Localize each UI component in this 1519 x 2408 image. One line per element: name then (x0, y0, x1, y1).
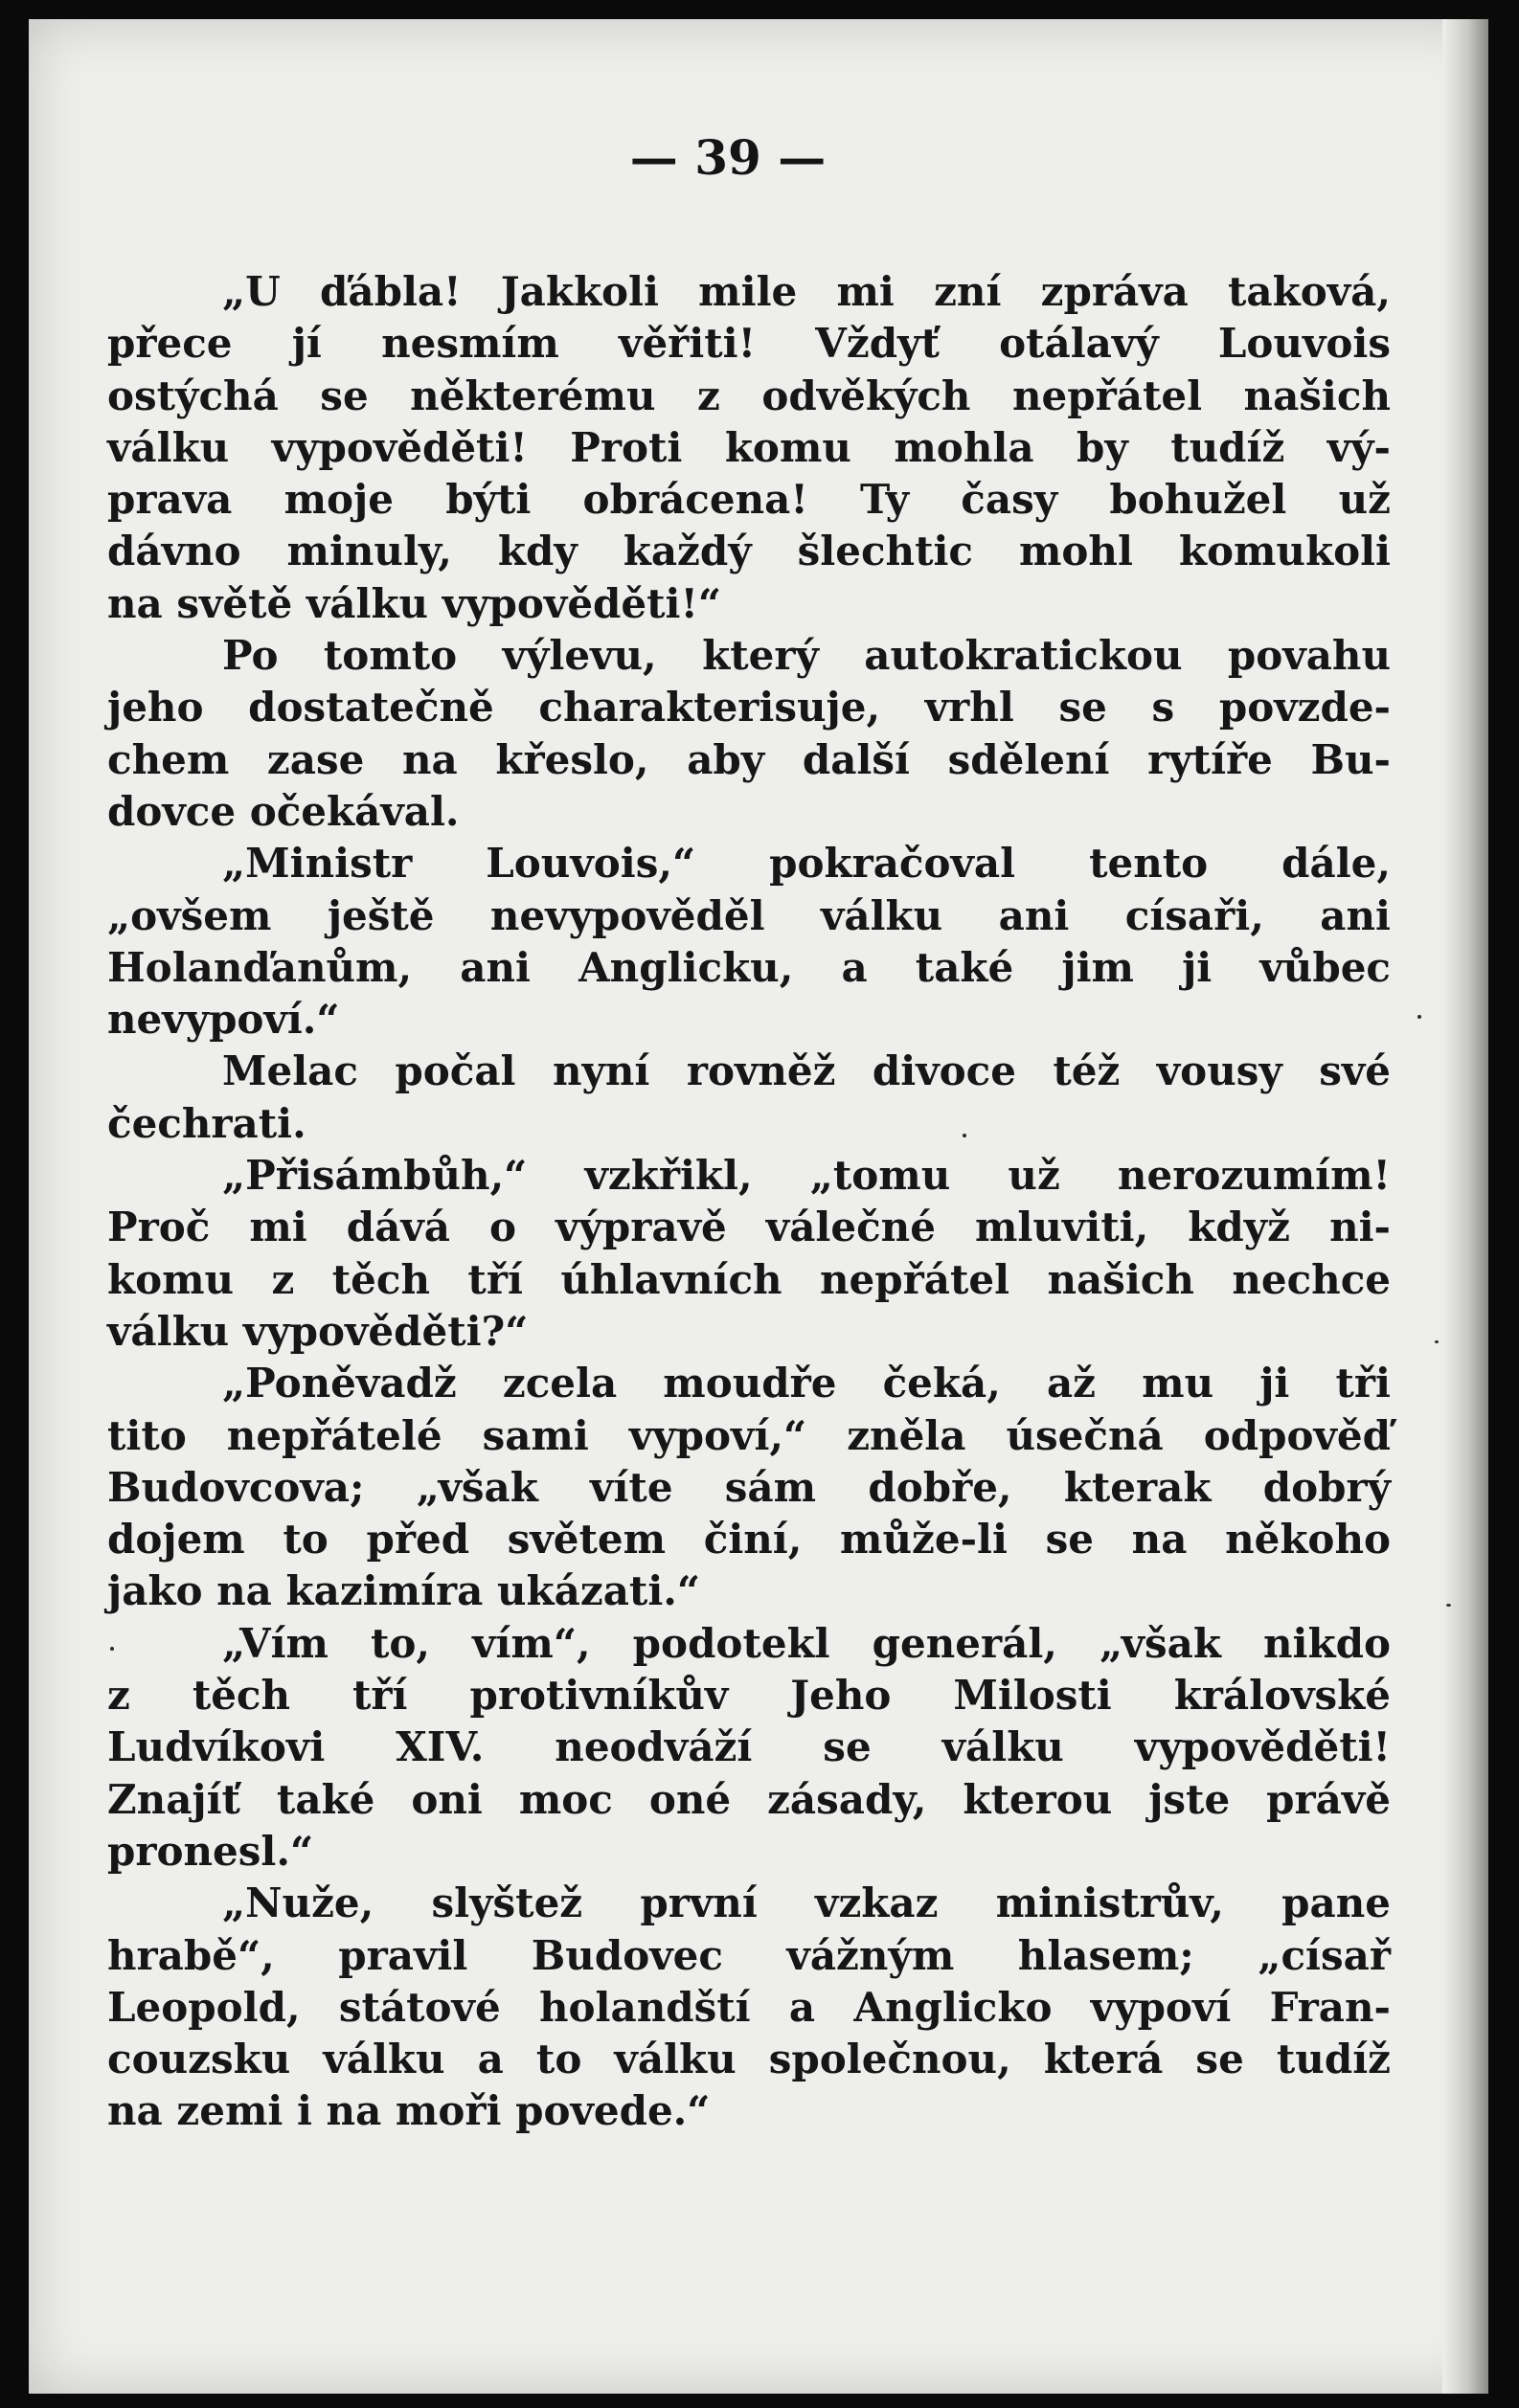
text-line: pronesl.“ (107, 1827, 314, 1875)
page-number: — 39 — (629, 129, 827, 186)
text-line: ostýchá se některému z odvěkých nepřátel našich (107, 371, 1391, 419)
page-edge-shadow (1442, 19, 1488, 2394)
text-line: Proč mi dává o výpravě válečné mluviti, když ni- (107, 1204, 1391, 1251)
text-line: jeho dostatečně charakterisuje, vrhl se s povzde- (107, 684, 1391, 731)
text-line: „Ministr Louvois,“ pokračoval tento dále, (222, 840, 1391, 888)
text-line: Budovcova; „však víte sám dobře, kterak dobrý (107, 1463, 1391, 1511)
text-line: tito nepřátelé sami vypoví,“ zněla úsečná odpověď (107, 1411, 1391, 1459)
print-speck (963, 1134, 966, 1137)
text-line: couzsku válku a to válku společnou, která se tudíž (107, 2036, 1391, 2083)
text-line: Ludvíkovi XIV. neodváží se válku vypověděti! (107, 1723, 1391, 1771)
text-line: „Přisámbůh,“ vzkřikl, „tomu už nerozumím! (222, 1152, 1391, 1200)
text-line: Holanďanům, ani Anglicku, a také jim ji vůbec (107, 943, 1391, 991)
print-speck (1417, 1015, 1421, 1019)
text-line: prava moje býti obrácena! Ty časy bohužel už (107, 476, 1391, 524)
text-line: „Vím to, vím“, podotekl generál, „však nikdo (222, 1619, 1391, 1667)
text-line: nevypoví.“ (107, 996, 340, 1044)
text-line: čechrati. (107, 1099, 306, 1147)
text-line: z těch tří protivníkův Jeho Milosti královské (107, 1672, 1391, 1720)
text-line: válku vypověděti?“ (107, 1307, 529, 1355)
text-line: hrabě“, pravil Budovec vážným hlasem; „císař (107, 1931, 1391, 1979)
body-text (107, 266, 1391, 2138)
text-line: Znajíť také oni moc oné zásady, kterou jste právě (107, 1775, 1391, 1823)
text-line: na zemi i na moři povede.“ (107, 2087, 711, 2135)
text-line: „Nuže, slyštež první vzkaz ministrův, pane (222, 1879, 1391, 1927)
text-line: dovce očekával. (107, 787, 460, 835)
text-line: Leopold, státové holandští a Anglicko vypoví Fran- (107, 1983, 1391, 2031)
text-line: komu z těch tří úhlavních nepřátel našich nechce (107, 1255, 1391, 1303)
text-line: „ovšem ještě nevypověděl válku ani císaři, ani (107, 891, 1391, 939)
text-line: Melac počal nyní rovněž divoce též vousy své (222, 1047, 1391, 1095)
text-line: jako na kazimíra ukázati.“ (107, 1567, 701, 1615)
text-line: dávno minuly, kdy každý šlechtic mohl komukoli (107, 528, 1391, 575)
text-line: chem zase na křeslo, aby další sdělení rytíře Bu- (107, 735, 1391, 783)
text-line: dojem to před světem činí, může-li se na někoho (107, 1516, 1391, 1564)
print-speck (1446, 1604, 1451, 1607)
text-line: válku vypověděti! Proti komu mohla by tudíž vý- (107, 423, 1391, 471)
print-speck (1435, 1340, 1439, 1343)
text-line: Po tomto výlevu, který autokratickou povahu (222, 632, 1391, 680)
text-line: na světě válku vypověděti!“ (107, 579, 722, 627)
print-speck (110, 1647, 114, 1651)
book-page (29, 19, 1488, 2394)
text-line: přece jí nesmím věřiti! Vždyť otálavý Louvois (107, 320, 1391, 368)
text-line: „Poněvadž zcela moudře čeká, až mu ji tři (222, 1360, 1391, 1407)
text-line: „U ďábla! Jakkoli mile mi zní zpráva taková, (222, 268, 1391, 315)
